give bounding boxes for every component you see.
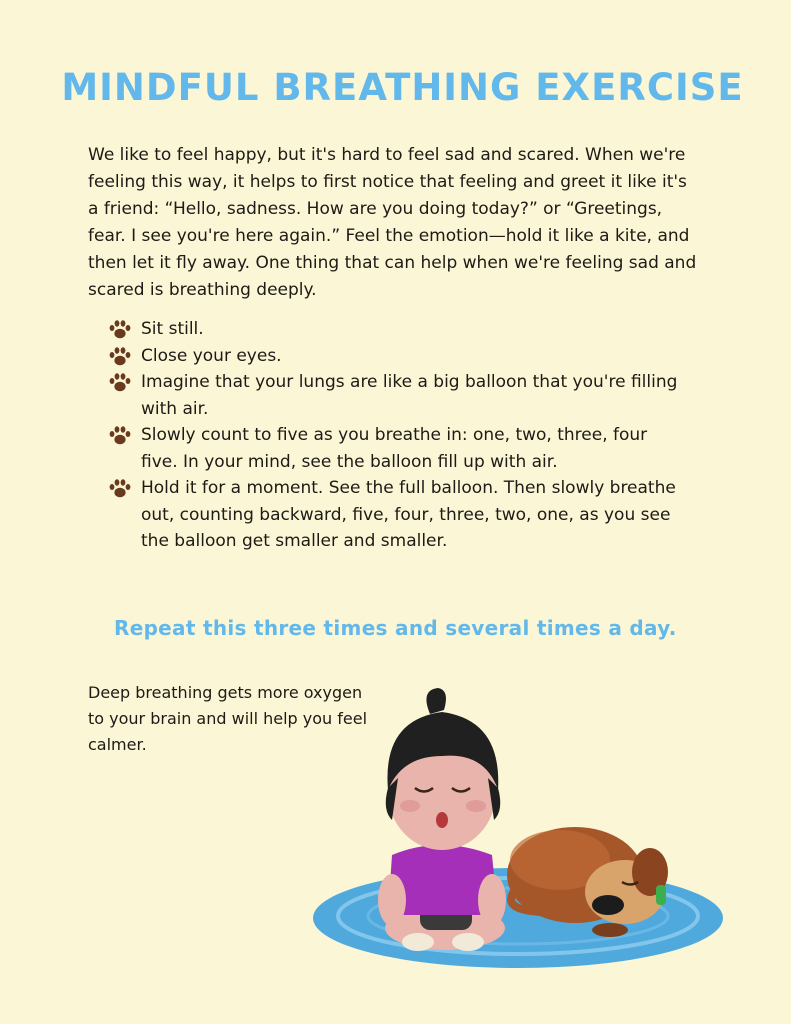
repeat-instruction: Repeat this three times and several times a day.	[114, 616, 677, 640]
paw-print-icon	[108, 372, 132, 393]
list-item	[108, 316, 688, 343]
list-item	[108, 475, 688, 555]
child-and-dog-illustration	[310, 660, 730, 980]
paw-print-icon	[108, 346, 132, 367]
paw-print-icon	[108, 478, 132, 499]
step-text: Close your eyes.	[141, 345, 282, 366]
step-text: Sit still.	[141, 319, 204, 339]
meditating-child	[378, 688, 506, 951]
breathing-steps-list	[108, 316, 688, 555]
paw-print-icon	[108, 425, 132, 446]
list-item	[108, 343, 688, 370]
step-text: Slowly count to five as you breathe in: one, two, three, four five. In your mind, see the balloon fill up with air.	[141, 425, 648, 472]
step-text: Hold it for a moment. See the full balloon. Then slowly breathe out, counting backward, five, four, three, two, one, as you see the balloon get smaller and smaller.	[141, 478, 676, 551]
step-text: Imagine that your lungs are like a big balloon that you're filling with air.	[141, 372, 678, 419]
closing-note: Deep breathing gets more oxygen to your brain and will help you feel calmer.	[88, 683, 368, 754]
list-item	[108, 369, 688, 422]
paw-print-icon	[108, 319, 132, 340]
intro-paragraph: We like to feel happy, but it's hard to feel sad and scared. When we're feeling this way, it helps to first notice that feeling and greet it like it's a friend: “Hello, sadness. How are you doing today?” or “Greetings, fear. I see you're here again.” Feel the emotion—hold it like a kite, and then let it fly away. One thing that can help when we're feeling sad and scared is breathing deeply.	[88, 145, 697, 300]
list-item	[108, 422, 688, 475]
page-title: MINDFUL BREATHING EXERCISE	[61, 66, 744, 109]
